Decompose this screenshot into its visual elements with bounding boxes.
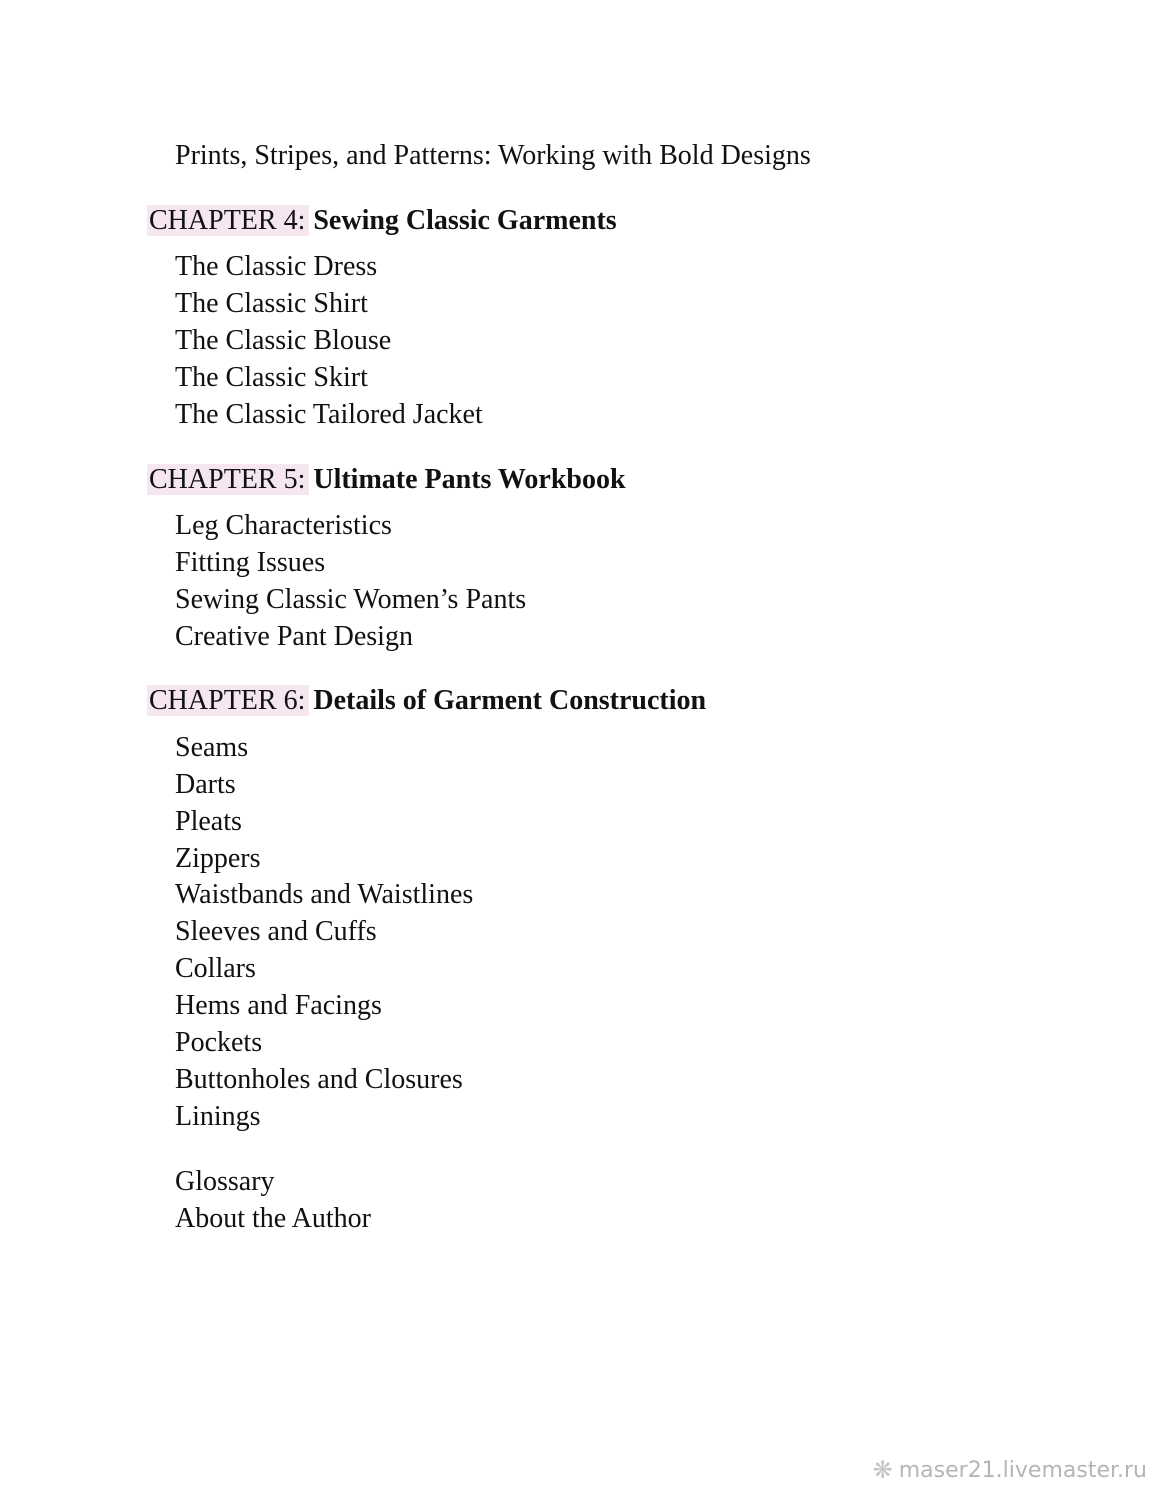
toc-entry: Sleeves and Cuffs xyxy=(175,916,377,947)
chapter-label: CHAPTER 5: xyxy=(147,464,309,495)
chapter-label: CHAPTER 6: xyxy=(147,685,309,716)
toc-entry: Linings xyxy=(175,1101,261,1132)
toc-entry: The Classic Skirt xyxy=(175,362,368,393)
chapter-heading-4 xyxy=(147,204,617,238)
toc-entry: Sewing Classic Women’s Pants xyxy=(175,584,527,615)
toc-entry-about-author: About the Author xyxy=(175,1203,371,1234)
toc-entry: Waistbands and Waistlines xyxy=(175,879,474,910)
toc-entry: Fitting Issues xyxy=(175,547,326,578)
toc-entry: Pleats xyxy=(175,806,242,837)
toc-entry: Pockets xyxy=(175,1027,263,1058)
watermark-text: maser21.livemaster.ru xyxy=(898,1457,1147,1483)
snowflake-icon: ❋ xyxy=(872,1456,893,1484)
toc-entry: The Classic Tailored Jacket xyxy=(175,399,483,430)
toc-entry-glossary: Glossary xyxy=(175,1166,275,1197)
toc-entry: Leg Characteristics xyxy=(175,510,392,541)
toc-entry: The Classic Blouse xyxy=(175,325,392,356)
toc-entry: The Classic Shirt xyxy=(175,288,368,319)
chapter-title: Sewing Classic Garments xyxy=(313,205,617,236)
chapter-title: Ultimate Pants Workbook xyxy=(313,464,626,495)
toc-entry: Prints, Stripes, and Patterns: Working with Bold Designs xyxy=(175,140,811,171)
toc-entry: Buttonholes and Closures xyxy=(175,1064,463,1095)
chapter-heading-6 xyxy=(147,684,706,718)
toc-entry: Creative Pant Design xyxy=(175,621,413,652)
chapter-heading-5 xyxy=(147,463,626,497)
toc-entry: The Classic Dress xyxy=(175,251,378,282)
toc-entry: Seams xyxy=(175,732,249,763)
toc-entry: Hems and Facings xyxy=(175,990,382,1021)
toc-entry: Darts xyxy=(175,769,236,800)
toc-entry: Collars xyxy=(175,953,256,984)
chapter-title: Details of Garment Construction xyxy=(313,685,707,716)
toc-entry: Zippers xyxy=(175,843,261,874)
chapter-label: CHAPTER 4: xyxy=(147,205,309,236)
watermark xyxy=(873,1456,1147,1484)
